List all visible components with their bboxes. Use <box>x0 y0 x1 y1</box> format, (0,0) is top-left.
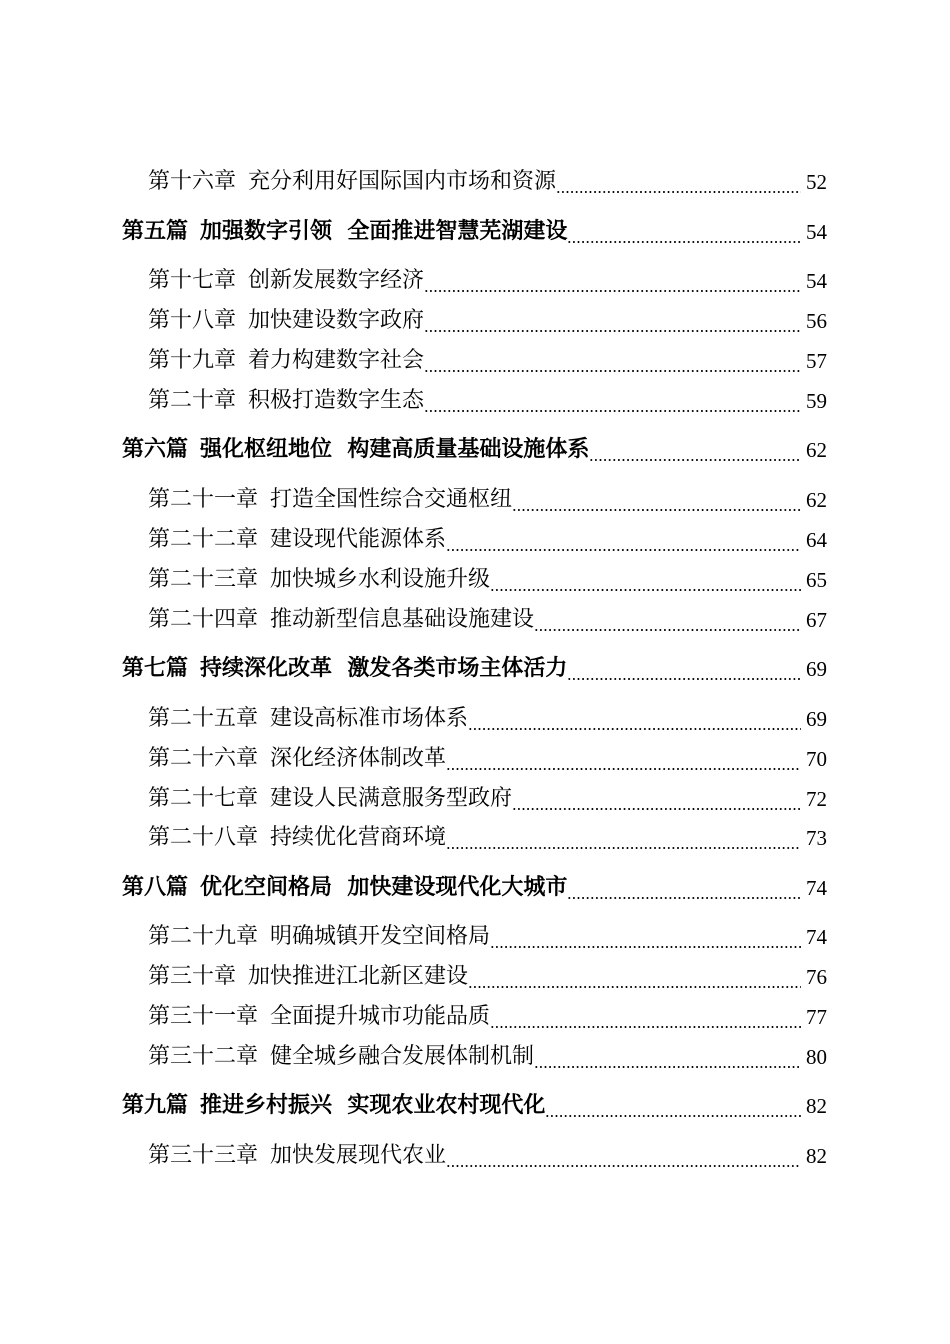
page-number: 74 <box>806 925 827 949</box>
entry-number: 第十九章 <box>148 348 237 373</box>
page-number: 62 <box>806 438 827 462</box>
toc-entry[interactable] <box>0 562 950 596</box>
entry-title: 打造全国性综合交通枢纽 <box>270 487 513 512</box>
dot-leader <box>446 526 801 554</box>
entry-number: 第二十一章 <box>148 487 259 512</box>
dot-leader <box>468 705 801 733</box>
dot-leader <box>589 436 801 464</box>
page-number: 82 <box>806 1094 827 1118</box>
entry-number: 第二十三章 <box>148 567 259 592</box>
toc-entry[interactable] <box>0 602 950 636</box>
dot-leader <box>567 218 801 246</box>
page-number: 59 <box>806 389 827 413</box>
entry-number: 第二十九章 <box>148 924 259 949</box>
entry-number: 第二十五章 <box>148 706 259 731</box>
entry-number: 第三十二章 <box>148 1044 259 1069</box>
toc-entry[interactable] <box>0 1039 950 1073</box>
toc-entry[interactable] <box>0 263 950 297</box>
entry-title: 着力构建数字社会 <box>248 348 425 373</box>
entry-number: 第十七章 <box>148 268 237 293</box>
dot-leader <box>556 168 801 196</box>
toc-entry[interactable] <box>0 303 950 337</box>
entry-title: 推进乡村振兴 实现农业农村现代化 <box>200 1093 546 1118</box>
toc-entry[interactable] <box>0 522 950 556</box>
toc-entry[interactable] <box>0 1138 950 1172</box>
entry-number: 第三十三章 <box>148 1143 259 1168</box>
toc-entry[interactable] <box>0 919 950 953</box>
page-number: 76 <box>806 965 827 989</box>
entry-number: 第二十二章 <box>148 527 259 552</box>
page-number: 73 <box>806 826 827 850</box>
dot-leader <box>490 1003 801 1031</box>
dot-leader <box>567 655 801 683</box>
entry-title: 深化经济体制改革 <box>270 746 447 771</box>
dot-leader <box>545 1092 801 1120</box>
entry-number: 第二十七章 <box>148 786 259 811</box>
dot-leader <box>490 923 801 951</box>
dot-leader <box>424 387 801 415</box>
entry-title: 建设高标准市场体系 <box>270 706 469 731</box>
page-number: 52 <box>806 170 827 194</box>
page-number: 69 <box>806 707 827 731</box>
toc-entry[interactable] <box>0 343 950 377</box>
entry-title: 持续深化改革 激发各类市场主体活力 <box>200 656 568 681</box>
page-number: 67 <box>806 608 827 632</box>
toc-entry[interactable] <box>0 383 950 417</box>
dot-leader <box>446 745 801 773</box>
toc-entry[interactable] <box>0 482 950 516</box>
page-number: 56 <box>806 309 827 333</box>
entry-title: 充分利用好国际国内市场和资源 <box>248 169 557 194</box>
entry-number: 第十六章 <box>148 169 237 194</box>
entry-title: 优化空间格局 加快建设现代化大城市 <box>200 875 568 900</box>
page-number: 72 <box>806 787 827 811</box>
entry-title: 健全城乡融合发展体制机制 <box>270 1044 535 1069</box>
entry-number: 第二十章 <box>148 388 237 413</box>
page-number: 54 <box>806 220 827 244</box>
entry-title: 持续优化营商环境 <box>270 825 447 850</box>
entry-number: 第五篇 <box>122 219 189 244</box>
entry-title: 创新发展数字经济 <box>248 268 425 293</box>
page-number: 70 <box>806 747 827 771</box>
toc-entry[interactable] <box>0 214 950 248</box>
entry-title: 建设人民满意服务型政府 <box>270 786 513 811</box>
page-number: 74 <box>806 876 827 900</box>
page-number: 82 <box>806 1144 827 1168</box>
page-number: 65 <box>806 568 827 592</box>
entry-title: 推动新型信息基础设施建设 <box>270 607 535 632</box>
entry-title: 强化枢纽地位 构建高质量基础设施体系 <box>200 437 590 462</box>
dot-leader <box>446 824 801 852</box>
entry-number: 第二十四章 <box>148 607 259 632</box>
entry-number: 第六篇 <box>122 437 189 462</box>
page-number: 80 <box>806 1045 827 1069</box>
dot-leader <box>424 267 801 295</box>
dot-leader <box>446 1142 801 1170</box>
entry-title: 加快发展现代农业 <box>270 1143 447 1168</box>
toc-entry[interactable] <box>0 999 950 1033</box>
page-number: 64 <box>806 528 827 552</box>
entry-number: 第八篇 <box>122 875 189 900</box>
dot-leader <box>534 1043 801 1071</box>
entry-title: 加强数字引领 全面推进智慧芜湖建设 <box>200 219 568 244</box>
entry-number: 第十八章 <box>148 308 237 333</box>
toc-entry[interactable] <box>0 781 950 815</box>
page-number: 54 <box>806 269 827 293</box>
entry-number: 第二十八章 <box>148 825 259 850</box>
dot-leader <box>512 486 801 514</box>
toc-entry[interactable] <box>0 820 950 854</box>
dot-leader <box>490 566 801 594</box>
entry-number: 第三十章 <box>148 964 237 989</box>
dot-leader <box>512 785 801 813</box>
dot-leader <box>424 347 801 375</box>
entry-title: 加快城乡水利设施升级 <box>270 567 491 592</box>
entry-title: 建设现代能源体系 <box>270 527 447 552</box>
entry-title: 积极打造数字生态 <box>248 388 425 413</box>
entry-title: 明确城镇开发空间格局 <box>270 924 491 949</box>
toc-entry[interactable] <box>0 701 950 735</box>
entry-title: 加快建设数字政府 <box>248 308 425 333</box>
page-number: 69 <box>806 657 827 681</box>
page-number: 62 <box>806 488 827 512</box>
dot-leader <box>534 606 801 634</box>
page-number: 77 <box>806 1005 827 1029</box>
dot-leader <box>424 307 801 335</box>
page-number: 57 <box>806 349 827 373</box>
entry-number: 第二十六章 <box>148 746 259 771</box>
entry-title: 全面提升城市功能品质 <box>270 1004 491 1029</box>
entry-number: 第三十一章 <box>148 1004 259 1029</box>
entry-number: 第九篇 <box>122 1093 189 1118</box>
toc-entry[interactable] <box>0 651 950 685</box>
toc-entry[interactable] <box>0 870 950 904</box>
toc-entry[interactable] <box>0 432 950 466</box>
toc-entry[interactable] <box>0 741 950 775</box>
entry-number: 第七篇 <box>122 656 189 681</box>
toc-entry[interactable] <box>0 1088 950 1122</box>
entry-title: 加快推进江北新区建设 <box>248 964 469 989</box>
dot-leader <box>468 963 801 991</box>
dot-leader <box>567 874 801 902</box>
toc-entry[interactable] <box>0 959 950 993</box>
toc-entry[interactable] <box>0 164 950 198</box>
